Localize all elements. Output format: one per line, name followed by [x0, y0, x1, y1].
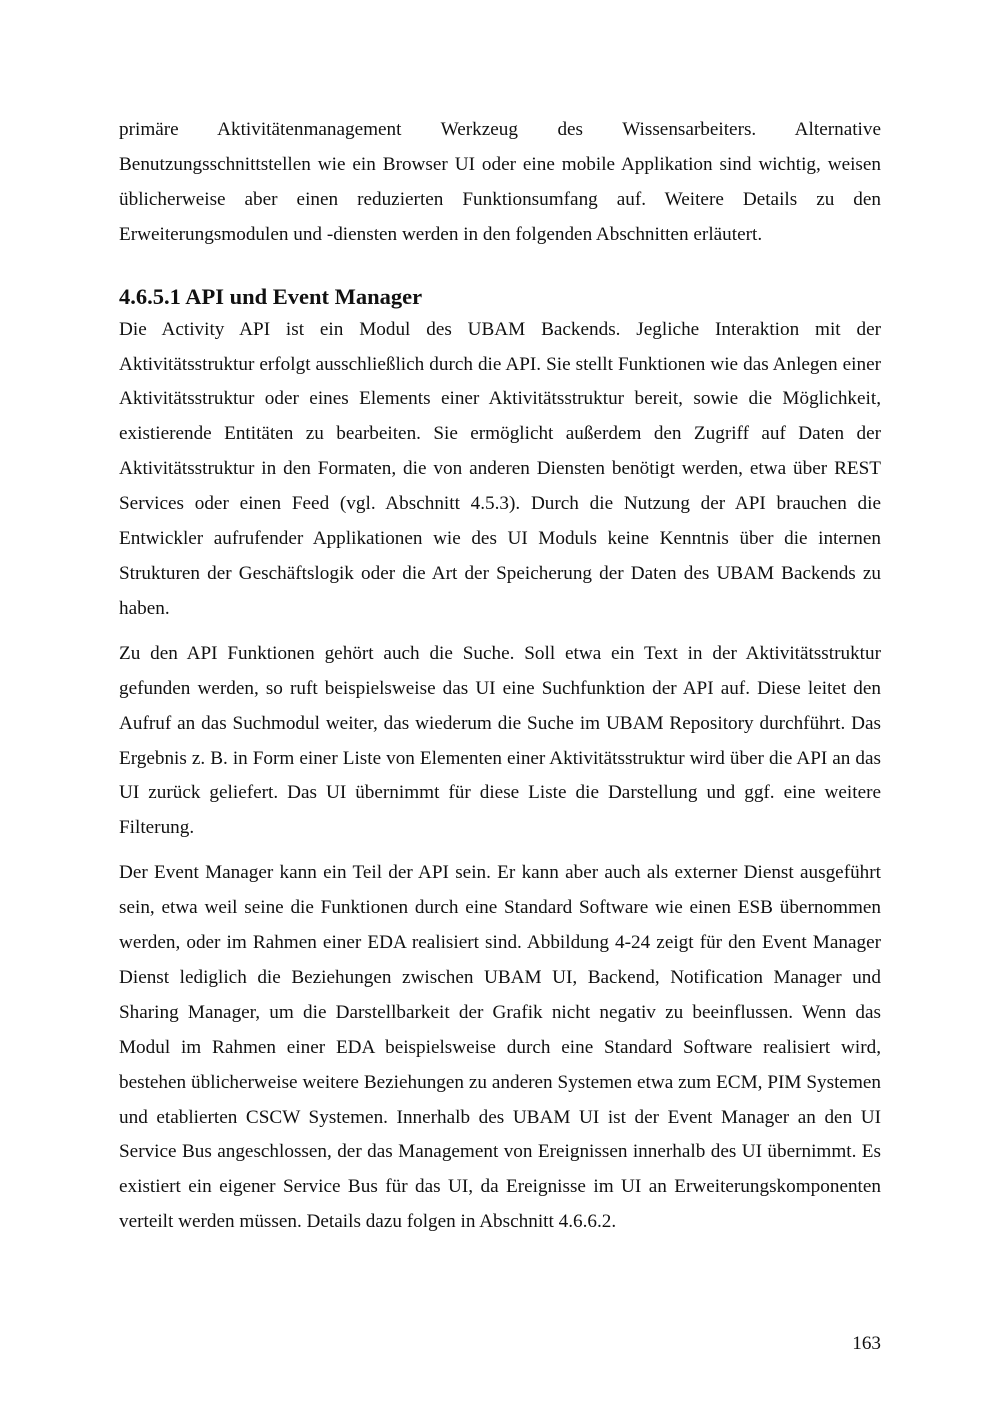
body-paragraph-2: Zu den API Funktionen gehört auch die Suche. Soll etwa ein Text in der Aktivitätsstruktur gefunden werden, so ruft beispielsweise das UI eine Suchfunktion der API auf. Diese leitet den Aufruf an das Suchmodul weiter, das wiederum die Suche im UBAM Repository durchführt. Das Ergebnis z. B. in Form einer Liste von Elementen einer Aktivitätsstruktur wird über die API an das UI zurück geliefert. Das UI übernimmt für diese Liste die Darstellung und ggf. eine weitere Filterung. — [119, 642, 881, 839]
page-number: 163 — [852, 1333, 881, 1354]
intro-paragraph: primäre Aktivitätenmanagement Werkzeug des Wissensarbeiters. Alternative Benutzungsschnittstellen wie ein Browser UI oder eine mobile Applikation sind wichtig, weisen üblicherweise aber einen reduzierten Funktionsumfang auf. Weitere Details zu den Erweiterungsmodulen und -diensten werden in den folgenden Abschnitten erläutert. — [119, 119, 881, 245]
body-paragraph-3: Der Event Manager kann ein Teil der API sein. Er kann aber auch als externer Dienst ausgeführt sein, etwa weil seine die Funktionen durch eine Standard Software wie einen ESB übernommen werden, oder im Rahmen einer EDA realisiert sind. Abbildung 4-24 zeigt für den Event Manager Dienst lediglich die Beziehungen zwischen UBAM UI, Backend, Notification Manager und Sharing Manager, um die Darstellbarkeit der Grafik nicht negativ zu beeinflussen. Wenn das Modul im Rahmen einer EDA beispielsweise durch eine Standard Software realisiert wird, bestehen üblicherweise weitere Beziehungen zu anderen Systemen etwa zum ECM, PIM Systemen und etablierten CSCW Systemen. Innerhalb des UBAM UI ist der Event Manager an den UI Service Bus angeschlossen, der das Management von Ereignissen innerhalb des UI übernimmt. Es existiert ein eigener Service Bus für das UI, da Ereignisse im UI an Erweiterungskomponenten verteilt werden müssen. Details dazu folgen in Abschnitt 4.6.6.2. — [119, 862, 881, 1233]
body-paragraph-1: Die Activity API ist ein Modul des UBAM Backends. Jegliche Interaktion mit der Aktivitätsstruktur erfolgt ausschließlich durch die API. Sie stellt Funktionen wie das Anlegen einer Aktivitätsstruktur oder eines Elements einer Aktivitätsstruktur bereit, sowie die Möglichkeit, existierende Entitäten zu bearbeiten. Sie ermöglicht außerdem den Zugriff auf Daten der Aktivitätsstruktur in den Formaten, die von anderen Diensten benötigt werden, etwa über REST Services oder einen Feed (vgl. Abschnitt 4.5.3). Durch die Nutzung der API brauchen die Entwickler aufrufender Applikationen wie des UI Moduls keine Kenntnis über die internen Strukturen der Geschäftslogik oder die Art der Speicherung der Daten des UBAM Backends zu haben. — [119, 318, 881, 619]
section-heading: 4.6.5.1 API und Event Manager — [119, 283, 423, 309]
page-body — [119, 113, 881, 1240]
